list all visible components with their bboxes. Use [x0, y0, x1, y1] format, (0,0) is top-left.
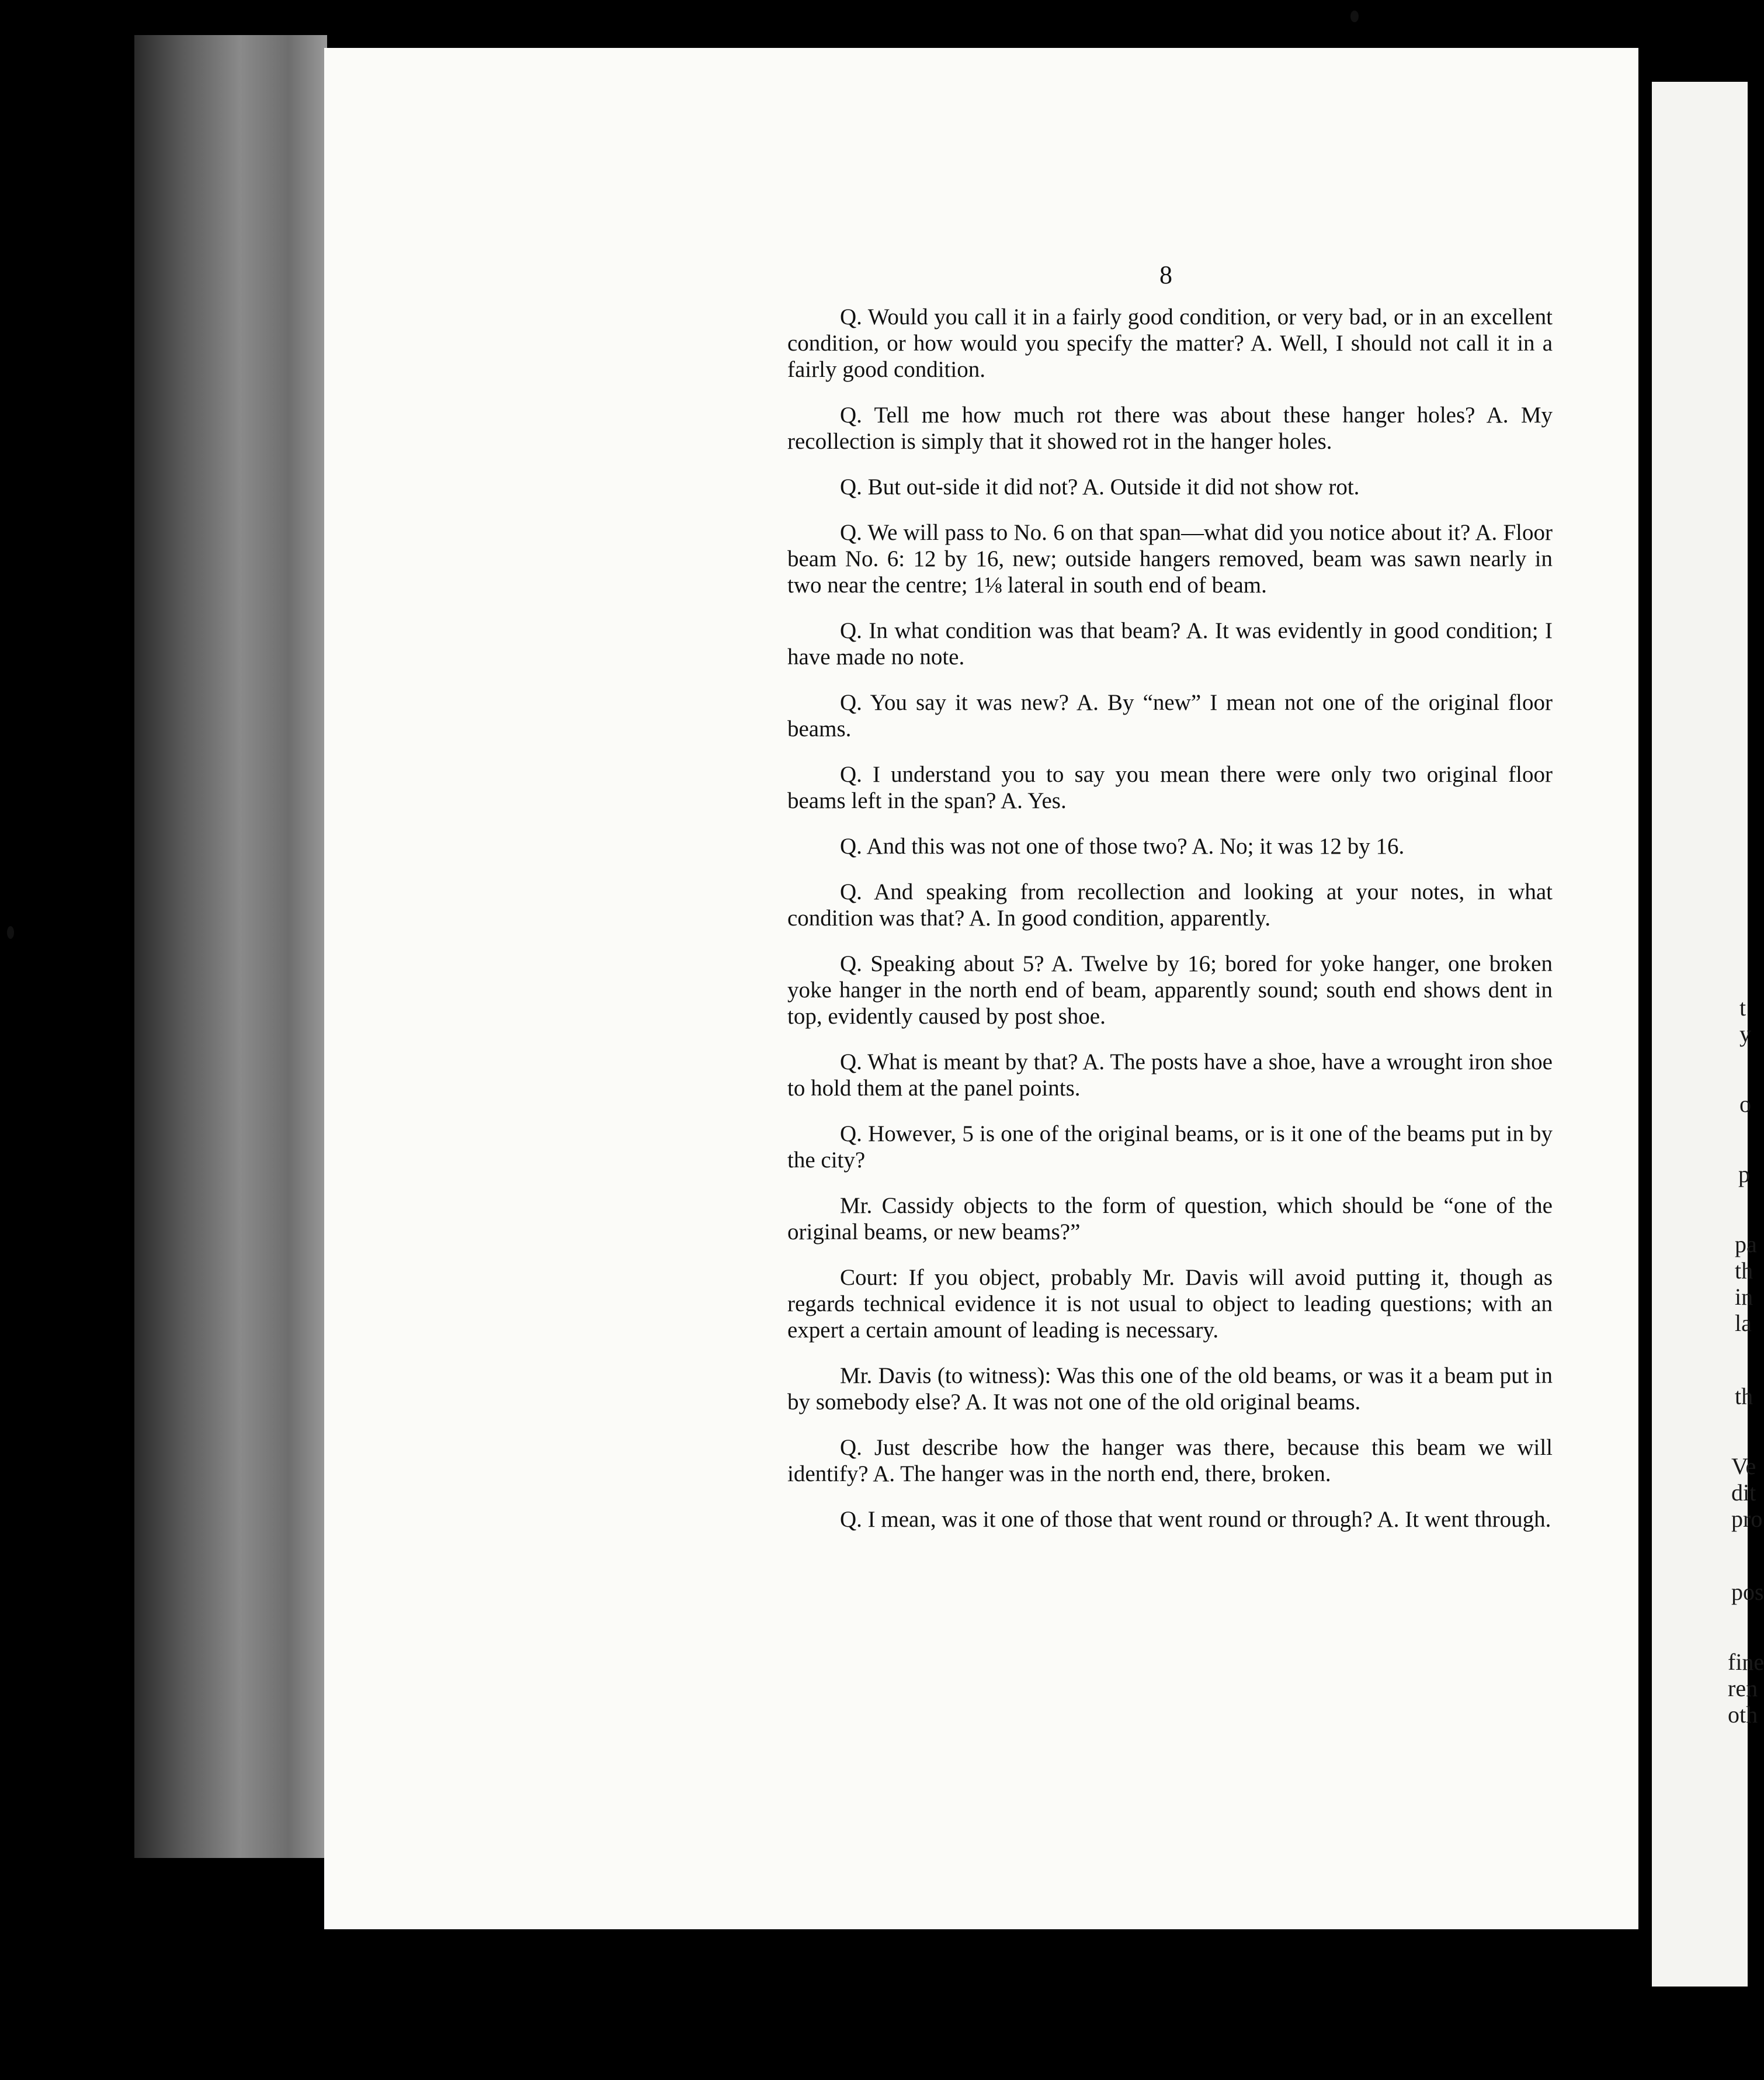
facing-page-fragment: t — [1739, 994, 1746, 1021]
paragraph: Q. What is meant by that? A. The posts have a shoe, have a wrought iron shoe to hold them at the panel points. — [787, 1049, 1553, 1101]
page-number: 8 — [1159, 261, 1172, 289]
paragraph: Q. Just describe how the hanger was there, because this beam we will identify? A. The hanger was in the north end, there, broken. — [787, 1435, 1553, 1486]
facing-page-fragment: Ve — [1731, 1453, 1756, 1479]
facing-page-fragment: pa — [1735, 1231, 1757, 1257]
dust-speck — [1350, 11, 1359, 22]
facing-page-fragment: ren — [1728, 1675, 1758, 1701]
paragraph: Q. However, 5 is one of the original beams, or is it one of the beams put in by the city? — [787, 1121, 1553, 1173]
facing-page-fragment: th — [1735, 1383, 1753, 1409]
book-page-edges — [134, 35, 327, 1858]
paragraph: Mr. Davis (to witness): Was this one of the old beams, or was it a beam put in by somebody else? A. It was not one of the old original beams. — [787, 1363, 1553, 1415]
paragraph: Q. And this was not one of those two? A. No; it was 12 by 16. — [840, 834, 1405, 859]
facing-page-fragment: dit — [1731, 1479, 1756, 1506]
paragraph: Q. You say it was new? A. By “new” I mean not one of the original floor beams. — [787, 690, 1553, 741]
facing-page-fragment: p — [1738, 1161, 1750, 1187]
paragraph: Q. We will pass to No. 6 on that span—what did you notice about it? A. Floor beam No. 6: 12 by 16, new; outside hangers removed, beam was sawn nearly in two near the centre; 1⅛ lateral in south end of beam. — [787, 520, 1553, 598]
paragraph: Q. Speaking about 5? A. Twelve by 16; bored for yoke hanger, one broken yoke hanger in the north end of beam, apparently sound; south end shows dent in top, evidently caused by post shoe. — [787, 951, 1553, 1029]
paragraph: Court: If you object, probably Mr. Davis will avoid putting it, though as regards technical evidence it is not usual to object to leading questions; with an expert a certain amount of leading is necessary. — [787, 1265, 1553, 1343]
paragraph: Q. In what condition was that beam? A. It was evidently in good condition; I have made no note. — [787, 618, 1553, 670]
paragraph: Q. Tell me how much rot there was about these hanger holes? A. My recollection is simply that it showed rot in the hanger holes. — [787, 403, 1553, 454]
facing-page-fragment: o — [1739, 1091, 1751, 1117]
facing-page-fragment: fine — [1728, 1649, 1764, 1675]
facing-page-fragment: th — [1735, 1257, 1753, 1284]
facing-page-fragment: in — [1735, 1284, 1753, 1310]
facing-page-fragment: la — [1735, 1310, 1752, 1336]
facing-page-fragment: oth — [1728, 1701, 1758, 1728]
dust-speck — [7, 926, 14, 939]
facing-page-fragment: y — [1739, 1021, 1751, 1047]
facing-page-fragment: pos — [1731, 1579, 1764, 1605]
paragraph: Q. I understand you to say you mean there were only two original floor beams left in the span? A. Yes. — [787, 762, 1553, 813]
paragraph: Q. And speaking from recollection and looking at your notes, in what condition was that? A. In good condition, apparently. — [787, 879, 1553, 931]
paragraph: Q. Would you call it in a fairly good condition, or very bad, or in an excellent condition, or how would you specify the matter? A. Well, I should not call it in a fairly good condition. — [787, 304, 1553, 382]
paragraph: Mr. Cassidy objects to the form of question, which should be “one of the original beams, or new beams?” — [787, 1193, 1553, 1244]
facing-page-fragment: pro — [1731, 1506, 1763, 1532]
paragraph: Q. But out-side it did not? A. Outside it did not show rot. — [840, 474, 1360, 500]
facing-page-strip — [1652, 82, 1764, 1987]
testimony-text — [787, 304, 1553, 1552]
paragraph: Q. I mean, was it one of those that went round or through? A. It went through. — [840, 1507, 1551, 1532]
